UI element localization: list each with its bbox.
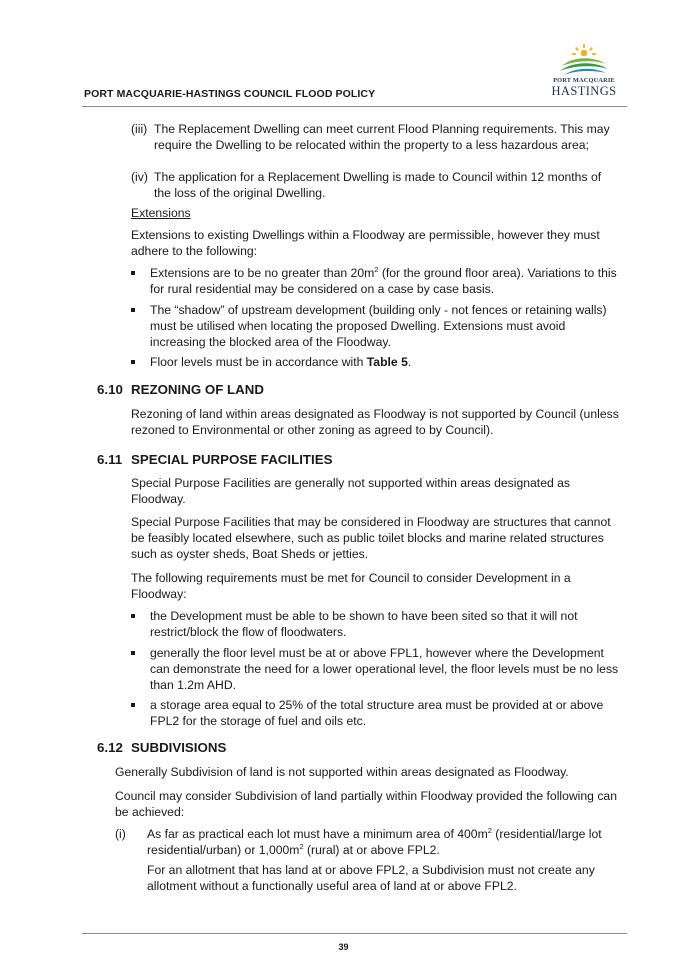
sun-wave-icon bbox=[558, 44, 610, 76]
list-text: The Replacement Dwelling can meet current Flood Planning requirements. This may require the Dwelling to be relocated within the property to a less hazardous area; bbox=[154, 122, 610, 152]
list-label: (iv) bbox=[131, 170, 148, 184]
page-number: 39 bbox=[338, 942, 349, 952]
list-text: The application for a Replacement Dwelling is made to Council within 12 months of the loss of the original Dwelling. bbox=[154, 170, 602, 200]
bullet-text: Extensions are to be no greater than $20m^2$ (for the ground floor area). Variations to this for rural residential may be considered on a case by case basis. bbox=[150, 264, 617, 296]
subdivision-paragraph-2: Council may consider Subdivision of land partially within Floodway provided the following can be achieved: bbox=[115, 789, 617, 819]
spf-paragraph-3: The following requirements must be met for Council to consider Development in a Floodway: bbox=[131, 571, 571, 601]
document-title: PORT MACQUARIE-HASTINGS COUNCIL FLOOD POLICY bbox=[84, 88, 376, 100]
rezoning-paragraph: Rezoning of land within areas designated as Floodway is not supported by Council (unless rezoned to Environmental or other zoning as agreed to by Council). bbox=[131, 407, 619, 437]
logo-text-top: PORT MACQUARIE bbox=[553, 77, 615, 84]
extensions-intro: Extensions to existing Dwellings within a Floodway are permissible, however they must adhere to the following: bbox=[131, 228, 600, 258]
section-number: 6.12 bbox=[97, 740, 123, 755]
bullet-mark bbox=[131, 614, 135, 618]
spf-paragraph-2: Special Purpose Facilities that may be considered in Floodway are structures that cannot be feasibly located elsewhere, such as public toilet blocks and marine related structures such as oyster sheds, Boat Sheds or jetties. bbox=[131, 515, 611, 561]
bullet-mark bbox=[131, 703, 135, 707]
bullet-text: Floor levels must be in accordance with Table 5. bbox=[150, 355, 412, 369]
extensions-heading: Extensions bbox=[131, 206, 191, 220]
list-label: (i) bbox=[115, 827, 126, 841]
bullet-mark bbox=[131, 308, 135, 312]
subdivision-paragraph-1: Generally Subdivision of land is not supported within areas designated as Floodway. bbox=[115, 765, 569, 779]
section-number: 6.10 bbox=[97, 382, 123, 397]
footer-divider bbox=[82, 933, 627, 934]
bullet-text: The “shadow” of upstream development (building only - not fences or retaining walls) must be utilised when locating the proposed Dwelling. Extensions must avoid increasing the blocked area of the Floodway. bbox=[150, 303, 607, 349]
section-title: SPECIAL PURPOSE FACILITIES bbox=[131, 452, 333, 467]
section-title: SUBDIVISIONS bbox=[131, 740, 227, 755]
section-number: 6.11 bbox=[97, 452, 123, 467]
logo-text-bottom: HASTINGS bbox=[551, 84, 617, 98]
bullet-mark bbox=[131, 360, 135, 364]
list-label: (iii) bbox=[131, 122, 148, 136]
section-title: REZONING OF LAND bbox=[131, 382, 264, 397]
list-text: As far as practical each lot must have a minimum area of $400m^2$ (residential/large lot residential/urban) or $1,000m^2$ (rural) at or above FPL2. bbox=[147, 825, 602, 857]
bullet-text: a storage area equal to 25% of the total structure area must be provided at or above FPL2 for the storage of fuel and oils etc. bbox=[150, 698, 604, 728]
spf-paragraph-1: Special Purpose Facilities are generally not supported within areas designated as Floodway. bbox=[131, 476, 571, 506]
bullet-mark bbox=[131, 271, 135, 275]
bullet-mark bbox=[131, 651, 135, 655]
header-divider bbox=[82, 106, 627, 107]
subdivision-item-i-paragraph-2: For an allotment that has land at or above FPL2, a Subdivision must not create any allotment without a functionally useful area of land at or above FPL2. bbox=[147, 863, 595, 893]
bullet-text: the Development must be able to be shown to have been sited so that it will not restrict/block the flow of floodwaters. bbox=[150, 609, 578, 639]
bullet-text: generally the floor level must be at or above FPL1, however where the Development can demonstrate the need for a lower operational level, the floor levels must be no less than 1.2m AHD. bbox=[150, 646, 619, 692]
logo bbox=[548, 44, 620, 102]
